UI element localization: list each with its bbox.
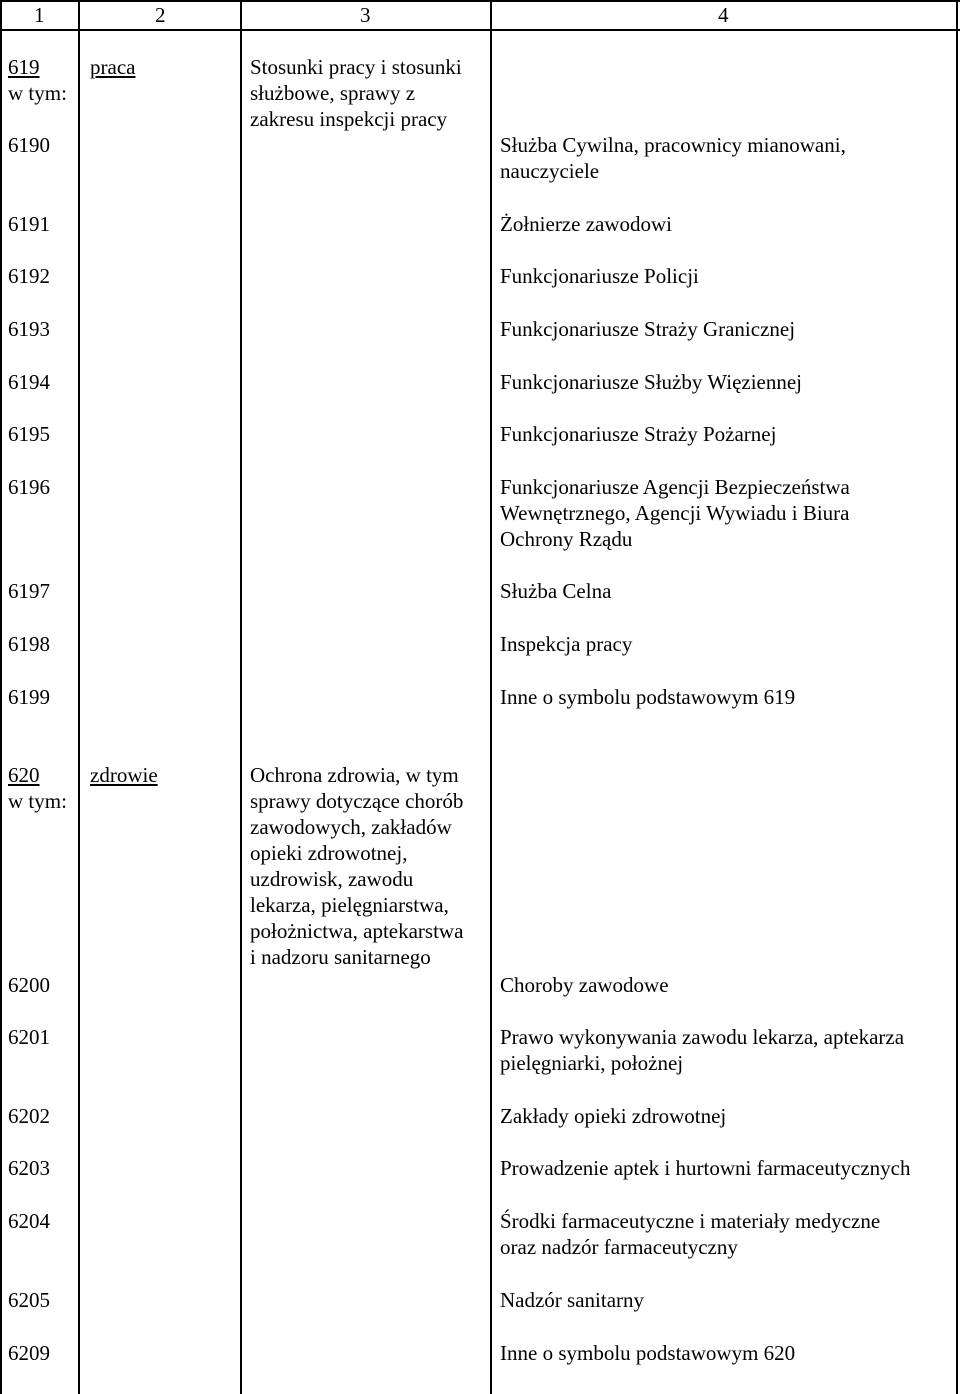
column-divider-2-3	[240, 0, 242, 1394]
row-code: 6196	[8, 475, 50, 499]
row-description: Funkcjonariusze Agencji Bezpieczeństwa Wewnętrznego, Agencji Wywiadu i Biura Ochrony Rządu	[500, 475, 850, 551]
row-code: 6200	[8, 973, 50, 997]
column-header-2: 2	[155, 3, 166, 27]
table-border-top	[0, 0, 960, 2]
row-code: 6209	[8, 1341, 50, 1365]
row-description: Funkcjonariusze Straży Pożarnej	[500, 422, 777, 446]
table-border-left	[0, 0, 2, 1394]
row-code: 6192	[8, 264, 50, 288]
row-description: Nadzór sanitarny	[500, 1288, 645, 1312]
row-code: 6205	[8, 1288, 50, 1312]
row-description: Prawo wykonywania zawodu lekarza, aptekarza pielęgniarki, położnej	[500, 1025, 905, 1075]
table-border-right	[956, 0, 958, 1394]
row-code: 6197	[8, 579, 50, 603]
section-description: Ochrona zdrowia, w tym sprawy dotyczące chorób zawodowych, zakładów opieki zdrowotnej, uzdrowisk, zawodu lekarza, pielęgniarstwa, położnictwa, aptekarstwa i nadzoru sanitarnego	[250, 763, 464, 969]
row-code: 6204	[8, 1209, 50, 1233]
row-description: Inne o symbolu podstawowym 620	[500, 1341, 796, 1365]
row-code: 6193	[8, 317, 50, 341]
header-row-divider	[0, 29, 960, 31]
row-description: Inne o symbolu podstawowym 619	[500, 685, 796, 709]
column-header-3: 3	[360, 3, 371, 27]
row-code: 6199	[8, 685, 50, 709]
row-code: 6195	[8, 422, 50, 446]
row-code: 6202	[8, 1104, 50, 1128]
row-description: Choroby zawodowe	[500, 973, 669, 997]
section-keyword: praca	[90, 55, 136, 79]
section-code: 619	[8, 55, 40, 79]
section-keyword: zdrowie	[90, 763, 158, 787]
row-code: 6203	[8, 1156, 50, 1180]
row-description: Funkcjonariusze Policji	[500, 264, 699, 288]
section-wtym-label: w tym:	[8, 789, 67, 813]
row-description: Funkcjonariusze Straży Granicznej	[500, 317, 796, 341]
row-description: Inspekcja pracy	[500, 632, 633, 656]
column-divider-1-2	[78, 0, 80, 1394]
row-description: Służba Celna	[500, 579, 612, 603]
column-header-4: 4	[718, 3, 729, 27]
column-header-1: 1	[34, 3, 45, 27]
row-code: 6198	[8, 632, 50, 656]
row-code: 6194	[8, 370, 50, 394]
section-wtym-label: w tym:	[8, 81, 67, 105]
row-description: Środki farmaceutyczne i materiały medyczne oraz nadzór farmaceutyczny	[500, 1209, 881, 1259]
row-description: Żołnierze zawodowi	[500, 212, 673, 236]
row-code: 6201	[8, 1025, 50, 1049]
row-code: 6190	[8, 133, 50, 157]
row-code: 6191	[8, 212, 50, 236]
section-description: Stosunki pracy i stosunki służbowe, sprawy z zakresu inspekcji pracy	[250, 55, 462, 131]
row-description: Funkcjonariusze Służby Więziennej	[500, 370, 803, 394]
row-description: Prowadzenie aptek i hurtowni farmaceutycznych	[500, 1156, 911, 1180]
row-description: Zakłady opieki zdrowotnej	[500, 1104, 727, 1128]
row-description: Służba Cywilna, pracownicy mianowani, nauczyciele	[500, 133, 846, 183]
section-code: 620	[8, 763, 40, 787]
column-divider-3-4	[490, 0, 492, 1394]
